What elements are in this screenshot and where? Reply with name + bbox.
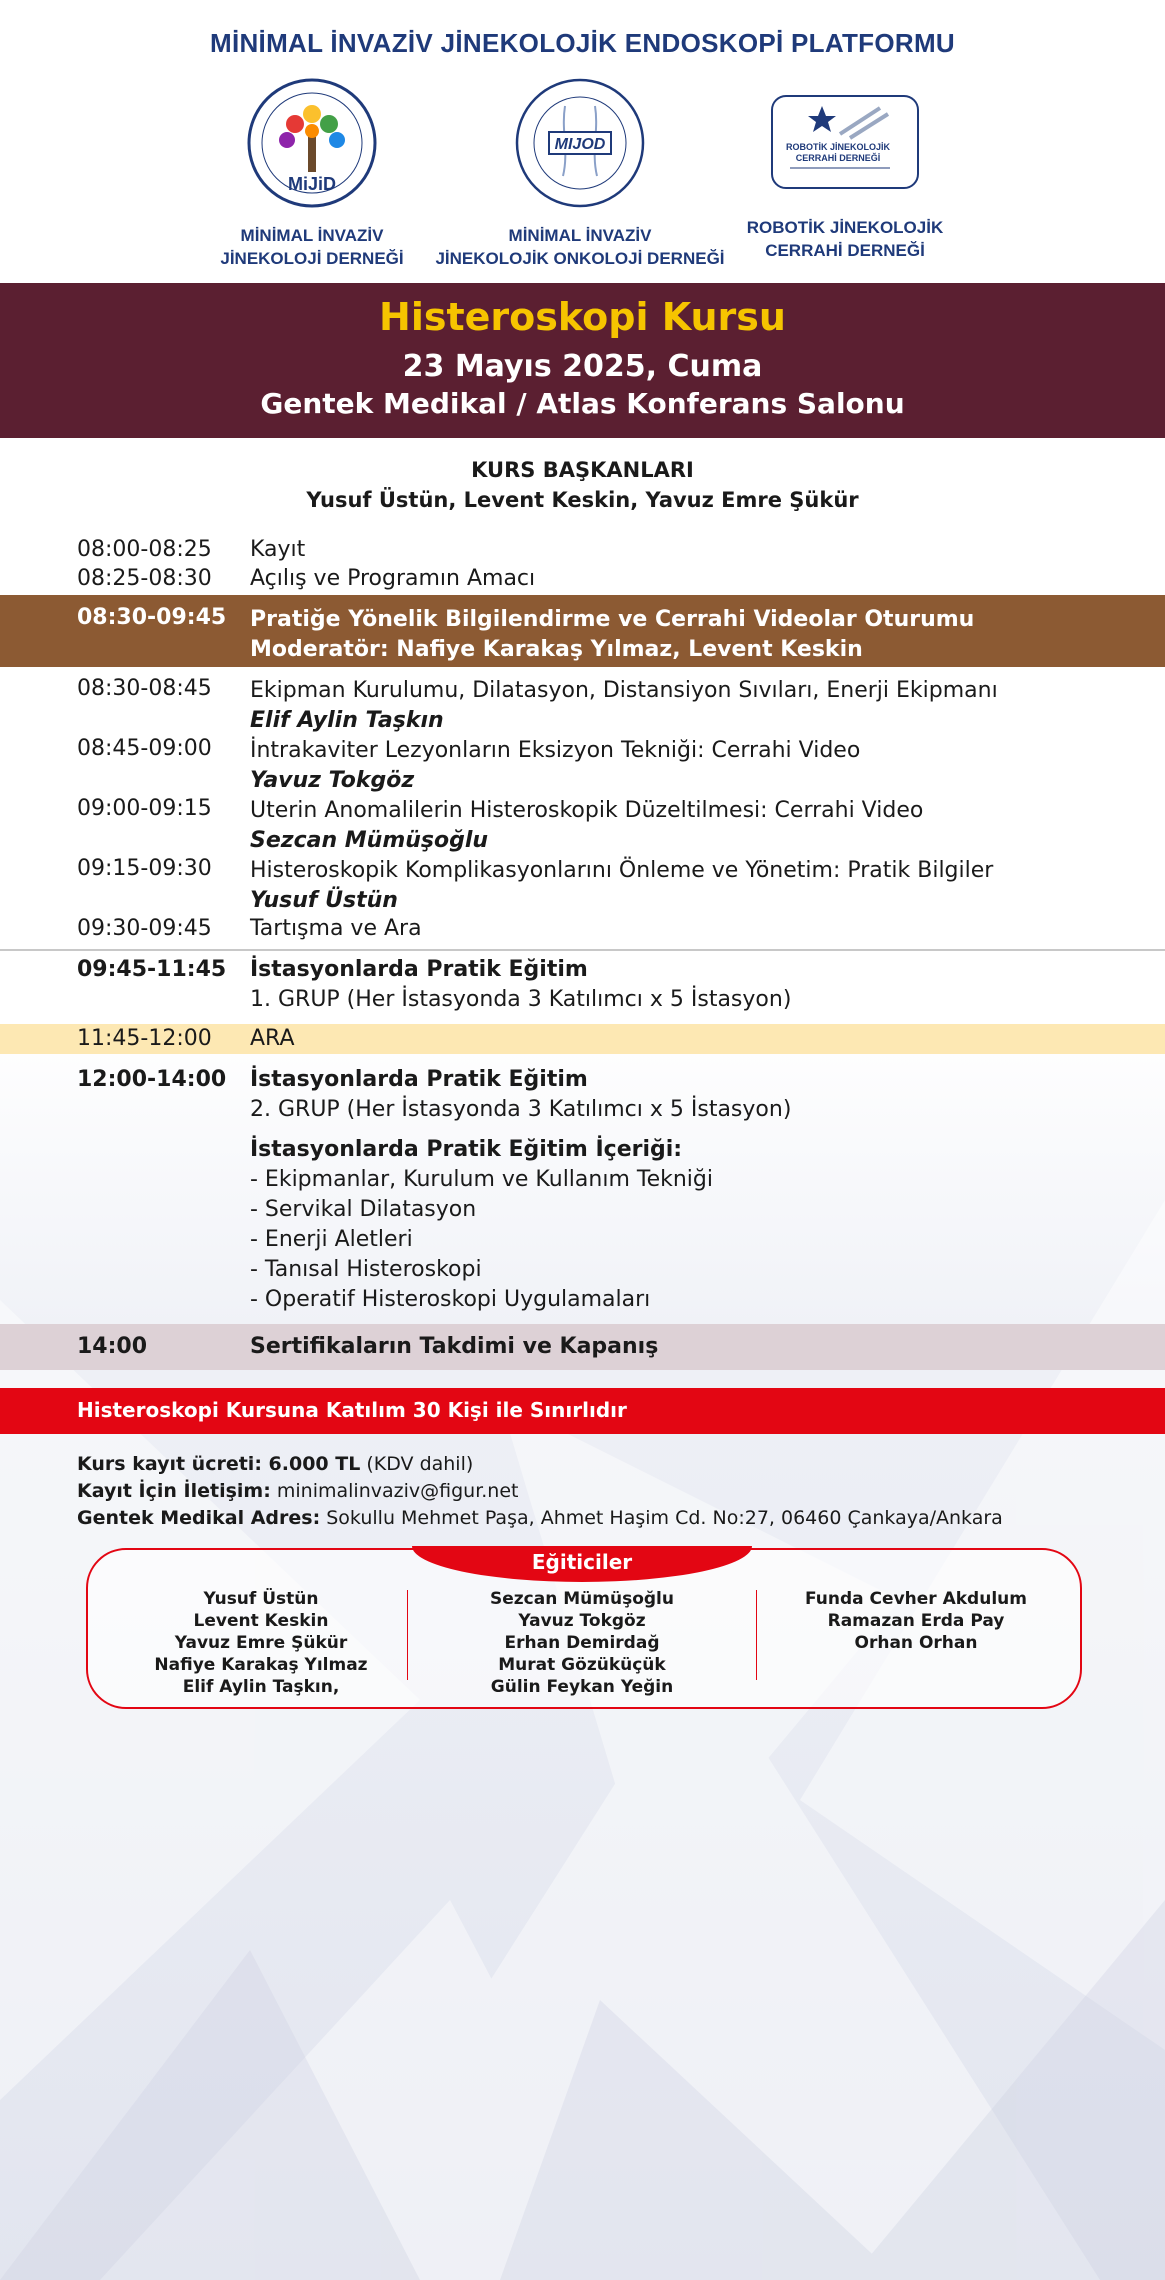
org-name-line1: MİNİMAL İNVAZİV (508, 226, 652, 245)
svg-text:CERRAHİ DERNEĞİ: CERRAHİ DERNEĞİ (795, 153, 881, 163)
chairs-title: KURS BAŞKANLARI (471, 458, 694, 482)
org-name-line1: ROBOTİK JİNEKOLOJİK (746, 218, 944, 237)
talk-speaker: Yusuf Üstün (250, 888, 398, 913)
practical-title: İstasyonlarda Pratik Eğitim (250, 957, 588, 982)
talk-desc (250, 796, 1130, 856)
trainer-name: Levent Keskin (193, 1611, 329, 1631)
talk-desc (250, 856, 1130, 916)
svg-text:ROBOTİK JİNEKOLOJİK: ROBOTİK JİNEKOLOJİK (785, 142, 891, 152)
trainer-name: Murat Gözüküçük (498, 1655, 666, 1675)
talk-speaker: Yavuz Tokgöz (250, 768, 415, 793)
talk-speaker: Sezcan Mümüşoğlu (250, 828, 489, 853)
platform-title: MİNİMAL İNVAZİV JİNEKOLOJİK ENDOSKOPİ PLATFORMU (209, 28, 956, 58)
row-time: 09:15-09:30 (77, 856, 212, 881)
fee-note: (KDV dahil) (366, 1453, 474, 1475)
row-time: 08:45-09:00 (77, 736, 212, 761)
trainer-name: Elif Aylin Taşkın, (182, 1677, 340, 1697)
content-item: - Ekipmanlar, Kurulum ve Kullanım Tekniği (250, 1167, 713, 1192)
org-robotik (695, 76, 995, 262)
org-name-line1: MİNİMAL İNVAZİV (240, 226, 384, 245)
content-title: İstasyonlarda Pratik Eğitim İçeriği: (250, 1137, 683, 1162)
trainer-name: Yavuz Tokgöz (518, 1611, 646, 1631)
trainers-column-3 (766, 1588, 1066, 1654)
content-item: - Servikal Dilatasyon (250, 1197, 477, 1222)
course-date: 23 Mayıs 2025, Cuma (402, 349, 763, 384)
chairs-names: Yusuf Üstün, Levent Keskin, Yavuz Emre Şükür (306, 488, 859, 512)
session-band (0, 595, 1165, 667)
capacity-notice (0, 1388, 1165, 1434)
contact-info (77, 1480, 518, 1502)
talk-title: Histeroskopik Komplikasyonlarını Önleme ve Yönetim: Pratik Bilgiler (250, 858, 994, 883)
trainer-name: Orhan Orhan (854, 1633, 978, 1653)
divider (0, 949, 1165, 951)
closing-band (0, 1324, 1165, 1370)
talk-desc (250, 676, 1130, 736)
mijod-logo-text: MIJOD (554, 136, 606, 153)
mijid-logo-icon (245, 76, 379, 210)
break-band (0, 1024, 1165, 1054)
row-title: Tartışma ve Ara (250, 916, 422, 941)
break-time: 11:45-12:00 (77, 1026, 212, 1051)
trainer-name: Sezcan Mümüşoğlu (490, 1589, 674, 1609)
talk-title: Uterin Anomalilerin Histeroskopik Düzeltilmesi: Cerrahi Video (250, 798, 924, 823)
row-time: 08:25-08:30 (77, 566, 212, 591)
fee-label: Kurs kayıt ücreti: 6.000 TL (77, 1453, 361, 1475)
content-item: - Tanısal Histeroskopi (250, 1257, 482, 1282)
page-header (0, 0, 1165, 283)
row-time: 09:00-09:15 (77, 796, 212, 821)
address-value: Sokullu Mehmet Paşa, Ahmet Haşim Cd. No:27, 06460 Çankaya/Ankara (326, 1507, 1003, 1529)
trainer-name: Ramazan Erda Pay (827, 1611, 1005, 1631)
address-info (77, 1507, 1003, 1529)
address-label: Gentek Medikal Adres: (77, 1507, 321, 1529)
content-item: - Operatif Histeroskopi Uygulamaları (250, 1287, 651, 1312)
notice-text: Histeroskopi Kursuna Katılım 30 Kişi ile Sınırlıdır (77, 1398, 627, 1422)
practical-title: İstasyonlarda Pratik Eğitim (250, 1067, 588, 1092)
mijid-logo-text: MiJiD (287, 174, 337, 194)
trainer-name: Nafiye Karakaş Yılmaz (154, 1655, 368, 1675)
row-time: 08:00-08:25 (77, 537, 212, 562)
talk-title: İntrakaviter Lezyonların Eksizyon Tekniği: Cerrahi Video (250, 738, 861, 763)
org-name (430, 224, 730, 270)
session-time: 08:30-09:45 (77, 605, 227, 630)
closing-title: Sertifikaların Takdimi ve Kapanış (250, 1334, 659, 1359)
trainer-name: Erhan Demirdağ (504, 1633, 660, 1653)
row-time: 08:30-08:45 (77, 676, 212, 701)
mijod-logo-icon (513, 76, 647, 210)
course-venue: Gentek Medikal / Atlas Konferans Salonu (260, 387, 905, 420)
org-name-line2: JİNEKOLOJİ DERNEĞİ (220, 249, 404, 268)
trainers-separator (756, 1590, 757, 1680)
trainers-column-2 (432, 1588, 732, 1698)
org-name (695, 216, 995, 262)
row-time: 09:45-11:45 (77, 957, 227, 982)
course-title: Histeroskopi Kursu (379, 295, 786, 339)
contact-label: Kayıt İçin İletişim: (77, 1480, 271, 1502)
talk-title: Ekipman Kurulumu, Dilatasyon, Distansiyon Sıvıları, Enerji Ekipmanı (250, 678, 998, 703)
session-moderator: Moderatör: Nafiye Karakaş Yılmaz, Levent Keskin (250, 637, 863, 662)
practical-desc (250, 1065, 1130, 1315)
content-item: - Enerji Aletleri (250, 1227, 413, 1252)
row-time: 12:00-14:00 (77, 1067, 227, 1092)
row-title: Açılış ve Programın Amacı (250, 566, 536, 591)
closing-time: 14:00 (77, 1334, 148, 1359)
org-mijod (430, 76, 730, 270)
robotik-logo-icon (770, 94, 920, 192)
practical-sub: 2. GRUP (Her İstasyonda 3 Katılımcı x 5 İstasyon) (250, 1097, 792, 1122)
talk-speaker: Elif Aylin Taşkın (250, 708, 444, 733)
break-title: ARA (250, 1026, 295, 1051)
practical-sub: 1. GRUP (Her İstasyonda 3 Katılımcı x 5 İstasyon) (250, 987, 792, 1012)
trainers-separator (407, 1590, 408, 1680)
fee-info (77, 1453, 473, 1475)
practical-desc (250, 955, 1130, 1015)
trainer-name: Yusuf Üstün (203, 1589, 319, 1609)
contact-email[interactable]: minimalinvaziv@figur.net (276, 1480, 519, 1502)
org-name-line2: CERRAHİ DERNEĞİ (765, 241, 925, 260)
course-banner (0, 283, 1165, 438)
row-time: 09:30-09:45 (77, 916, 212, 941)
trainers-title: Eğiticiler (412, 1546, 752, 1582)
trainer-name: Yavuz Emre Şükür (174, 1633, 348, 1653)
session-desc (250, 605, 974, 665)
trainer-name: Funda Cevher Akdulum (805, 1589, 1027, 1609)
org-name (162, 224, 462, 270)
org-mijid (162, 76, 462, 270)
org-name-line2: JİNEKOLOJİK ONKOLOJİ DERNEĞİ (435, 249, 725, 268)
row-title: Kayıt (250, 537, 306, 562)
talk-desc (250, 736, 1130, 796)
trainer-name: Gülin Feykan Yeğin (490, 1677, 674, 1697)
session-title: Pratiğe Yönelik Bilgilendirme ve Cerrahi Videolar Oturumu (250, 607, 975, 632)
trainers-column-1 (111, 1588, 411, 1698)
